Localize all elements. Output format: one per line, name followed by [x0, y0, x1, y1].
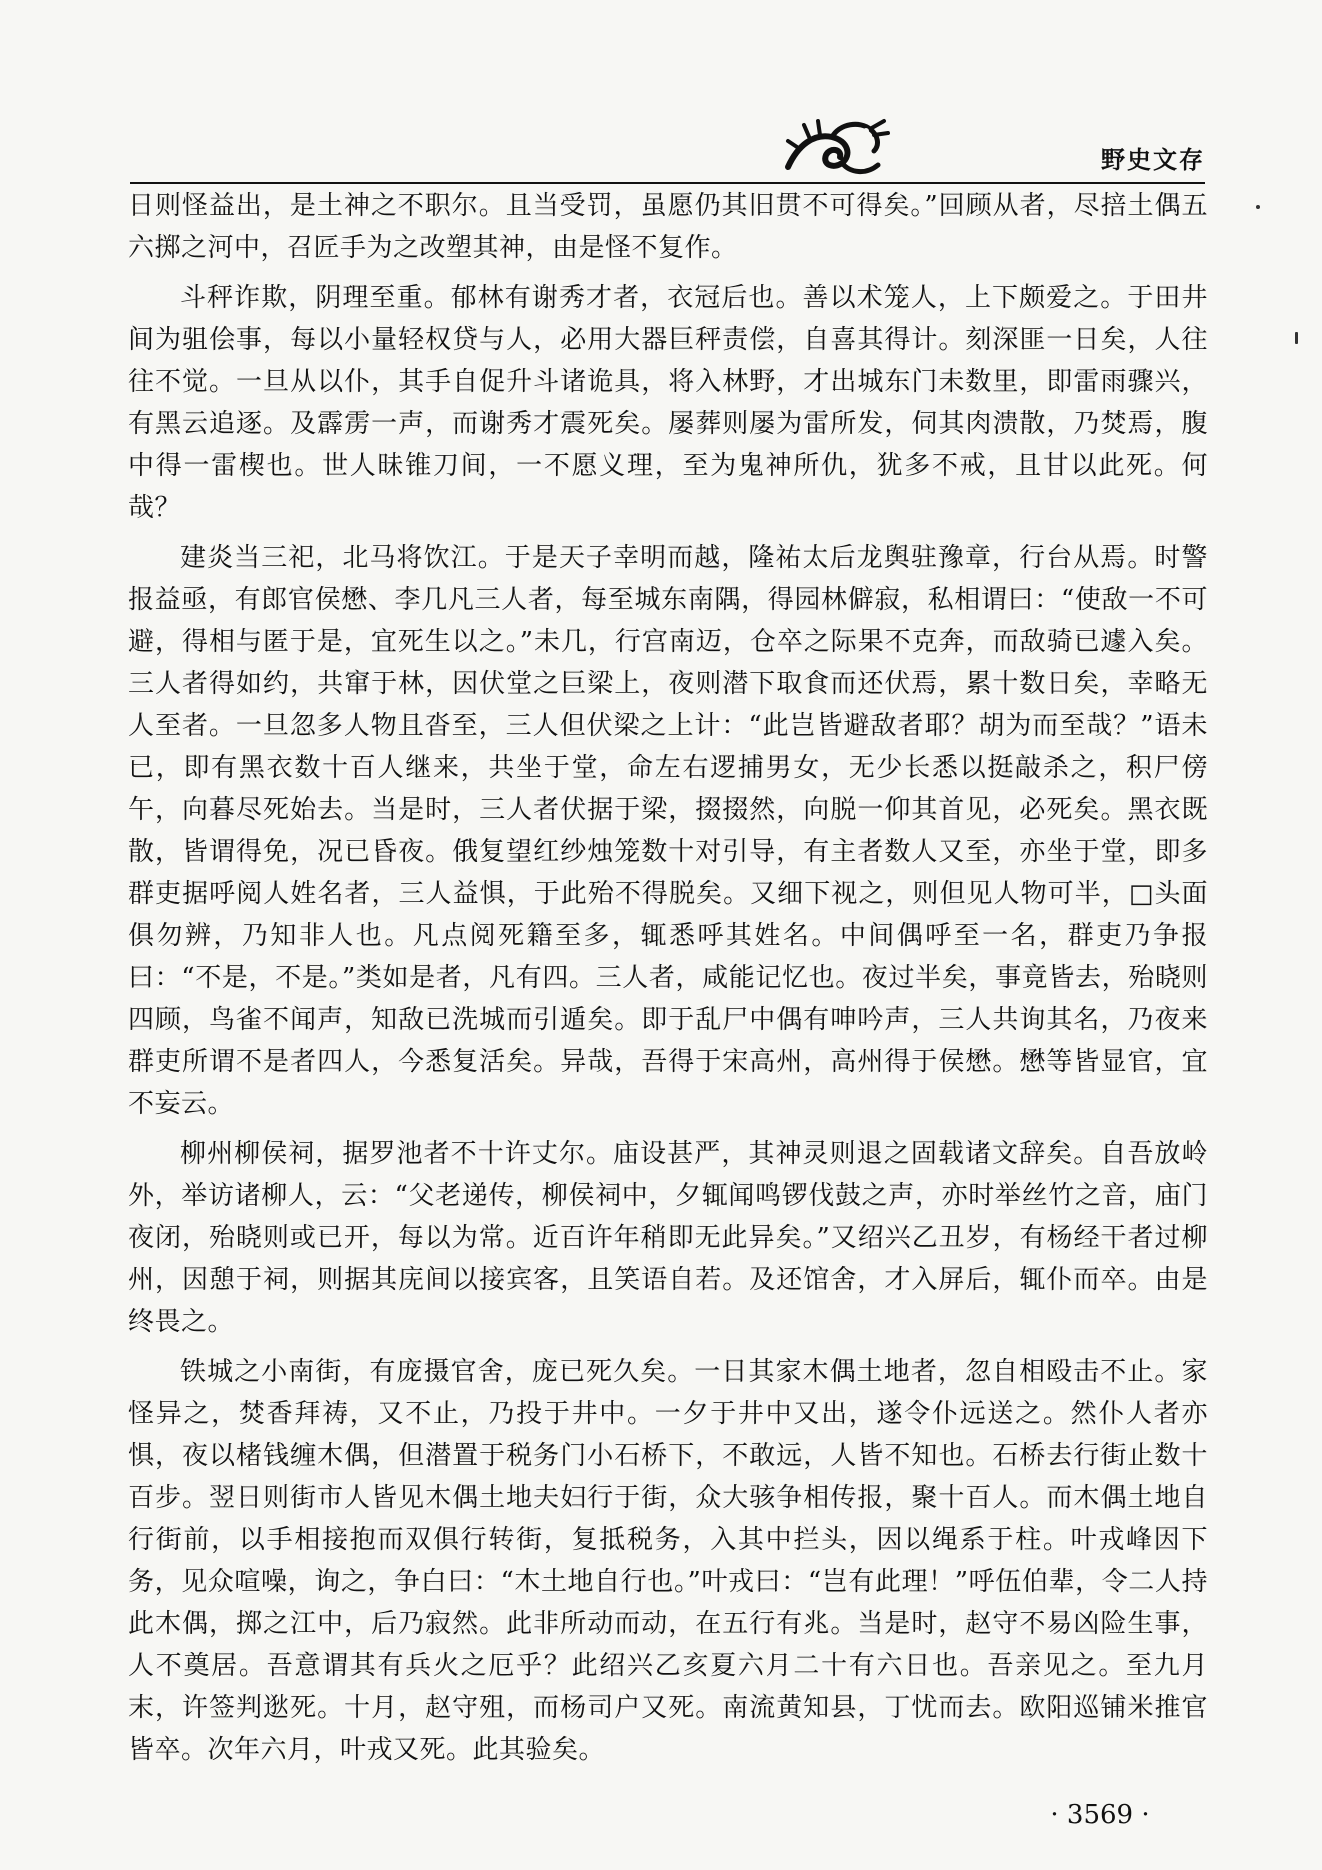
scan-speck — [1256, 205, 1260, 209]
scan-speck — [1295, 332, 1298, 344]
paragraph-tiecheng: 铁城之小南街，有庞摄官舍，庞已死久矣。一日其家木偶土地者，忽自相殴击不止。家怪异之，焚香拜祷，又不止，乃投于井中。一夕于井中又出，遂令仆远送之。然仆人者亦惧，夜以楮钱缠木偶，但潜置于税务门小石桥下，不敢远，人皆不知也。石桥去行街止数十百步。翌日则街市人皆见木偶土地夫妇行于街，众大骇争相传报，聚十百人。而木偶土地自行街前，以手相接抱而双俱行转街，复抵税务，入其中拦头，因以绳系于柱。叶戎峰因下务，见众喧噪，询之，争白曰：“木土地自行也。”叶戎曰：“岂有此理！”呼伍伯辈，令二人持此木偶，掷之江中，后乃寂然。此非所动而动，在五行有兆。当是时，赵守不易凶险生事，人不奠居。吾意谓其有兵火之厄乎？此绍兴乙亥夏六月二十有六日也。吾亲见之。至九月末，许签判逖死。十月，赵守殂，而杨司户又死。南流黄知县，丁忧而去。欧阳巡铺米推官皆卒。次年六月，叶戎又死。此其验矣。 — [128, 1357, 1208, 1765]
paragraph-scale-fraud: 斗秤诈欺，阴理至重。郁林有谢秀才者，衣冠后也。善以术笼人，上下颇爱之。于田井间为驵侩事，每以小量轻权贷与人，必用大器巨秤责偿，自喜其得计。刻深匪一日矣，人往往不觉。一旦从以仆，其手自促升斗诸诡具，将入林野，才出城东门未数里，即雷雨骤兴，有黑云追逐。及霹雳一声，而谢秀才震死矣。屡葬则屡为雷所发，伺其肉溃散，乃焚焉，腹中得一雷楔也。世人昧锥刀间，一不愿义理，至为鬼神所仇，犹多不戒，且甘以此死。何哉？ — [128, 283, 1208, 523]
paragraph-continued: 日则怪益出，是土神之不职尔。且当受罚，虽愿仍其旧贯不可得矣。”回顾从者，尽掊土偶五六掷之河中，召匠手为之改塑其神，由是怪不复作。 — [128, 191, 1208, 263]
paragraph-jianyan: 建炎当三祀，北马将饮江。于是天子幸明而越，隆祐太后龙舆驻豫章，行台从焉。时警报益亟，有郎官侯懋、李几凡三人者，每至城东南隅，得园林僻寂，私相谓曰：“使敌一不可避，得相与匿于是，宜死生以之。”未几，行宫南迈，仓卒之际果不克奔，而敌骑已遽入矣。三人者得如约，共窜于林，因伏堂之巨梁上，夜则潜下取食而还伏焉，累十数日矣，幸略无人至者。一旦忽多人物且沓至，三人但伏梁之上计：“此岂皆避敌者耶？胡为而至哉？”语未已，即有黑衣数十百人继来，共坐于堂，命左右逻捕男女，无少长悉以挺敲杀之，积尸傍午，向暮尽死始去。当是时，三人者伏据于梁，掇掇然，向脱一仰其首见，必死矣。黑衣既散，皆谓得免，况已昏夜。俄复望红纱烛笼数十对引导，有主者数人又至，亦坐于堂，即多群吏据呼阅人姓名者，三人益惧，于此殆不得脱矣。又细下视之，则但见人物可半，□头面俱勿辨，乃知非人也。凡点阅死籍至多，辄悉呼其姓名。中间偶呼至一名，群吏乃争报曰：“不是，不是。”类如是者，凡有四。三人者，咸能记忆也。夜过半矣，事竟皆去，殆晓则四顾，鸟雀不闻声，知敌已洗城而引遁矣。即于乱尸中偶有呻吟声，三人共询其名，乃夜来群吏所谓不是者四人，今悉复活矣。异哉，吾得于宋高州，高州得于侯懋。懋等皆显官，宜不妄云。 — [128, 543, 1208, 1119]
series-title: 野史文存 — [1101, 146, 1205, 174]
header-rule — [130, 182, 1205, 184]
page-number: · 3569 · — [1050, 1800, 1150, 1830]
paragraph-liuhou-shrine: 柳州柳侯祠，据罗池者不十许丈尔。庙设甚严，其神灵则退之固载诸文辞矣。自吾放岭外，举访诸柳人，云：“父老递传，柳侯祠中，夕辄闻鸣锣伐鼓之声，亦时举丝竹之音，庙门夜闭，殆晓则或已开，每以为常。近百许年稍即无此异矣。”又绍兴乙丑岁，有杨经干者过柳州，因憩于祠，则据其庑间以接宾客，且笑语自若。及还馆舍，才入屏后，辄仆而卒。由是终畏之。 — [128, 1139, 1208, 1337]
running-header — [130, 95, 1205, 185]
body-text — [128, 185, 1208, 1779]
dragon-emblem-icon — [780, 115, 890, 183]
